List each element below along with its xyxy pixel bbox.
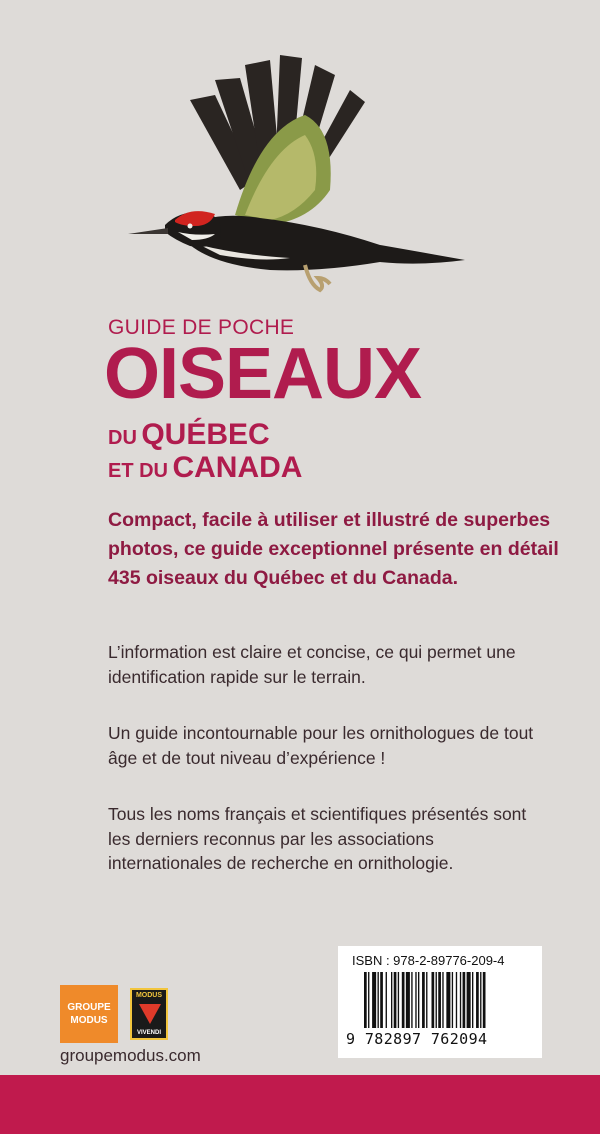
- publisher-website: groupemodus.com: [60, 1046, 201, 1065]
- isbn-text: ISBN : 978-2-89776-209-4: [352, 953, 505, 968]
- barcode-panel: [338, 946, 542, 1058]
- barcode-bar: [364, 972, 367, 1028]
- barcode-icon: [364, 972, 524, 1030]
- barcode-bar: [476, 972, 479, 1028]
- barcode-bar: [391, 972, 392, 1028]
- imprint-bottom-text: VIVENDI: [136, 1030, 161, 1036]
- imprint-triangle-icon: [139, 1004, 161, 1024]
- footer-band: [0, 1075, 600, 1134]
- subtitle-prefix-2: ET DU: [108, 460, 168, 482]
- barcode-bar: [426, 972, 427, 1028]
- barcode-bar: [394, 972, 397, 1028]
- barcode-bar: [463, 972, 466, 1028]
- subtitle-line-2: [108, 451, 302, 484]
- subtitle-prefix-1: DU: [108, 427, 137, 449]
- barcode-bar: [432, 972, 435, 1028]
- barcode-bar: [406, 972, 410, 1028]
- subtitle-main-1: QUÉBEC: [141, 418, 270, 451]
- subtitle-line-1: [108, 418, 302, 451]
- barcode-bar: [467, 972, 471, 1028]
- woodpecker-illustration: [120, 40, 480, 300]
- barcode-bar: [372, 972, 376, 1028]
- body-paragraph-2: Un guide incontournable pour les ornithologues de tout âge et de tout niveau d’expérience !: [108, 723, 534, 768]
- lead-paragraph: Compact, facile à utiliser et illustré de superbes photos, ce guide exceptionnel présente en détail 435 oiseaux du Québec et du Canada.: [108, 509, 559, 589]
- barcode-bar: [402, 972, 405, 1028]
- imprint-top-text: MODUS: [135, 992, 163, 999]
- barcode-bar: [456, 972, 457, 1028]
- body-paragraph-1: L’information est claire et concise, ce qui permet une identification rapide sur le terrain.: [108, 642, 516, 687]
- barcode-bar: [452, 972, 453, 1028]
- barcode-bar: [438, 972, 441, 1028]
- book-title: OISEAUX: [104, 334, 422, 414]
- barcode-bar: [398, 972, 399, 1028]
- modus-vivendi-logo: [130, 988, 168, 1040]
- barcode-bar: [415, 972, 416, 1028]
- barcode-bar: [480, 972, 481, 1028]
- barcode-bar: [411, 972, 412, 1028]
- barcode-bar: [386, 972, 387, 1028]
- barcode-bar: [422, 972, 425, 1028]
- barcode-bar: [380, 972, 383, 1028]
- barcode-digits: 9 782897 762094: [346, 1030, 488, 1048]
- barcode-bar: [368, 972, 369, 1028]
- barcode-bar: [418, 972, 419, 1028]
- barcode-bar: [446, 972, 450, 1028]
- logo-line-1: GROUPE: [67, 1002, 111, 1013]
- barcode-bar: [442, 972, 443, 1028]
- barcode-bar: [378, 972, 379, 1028]
- book-subtitle: [108, 418, 302, 484]
- barcode-bar: [472, 972, 473, 1028]
- groupe-modus-logo: [60, 985, 118, 1043]
- barcode-bar: [436, 972, 437, 1028]
- logo-line-2: MODUS: [70, 1015, 108, 1026]
- body-paragraph-3: Tous les noms français et scientifiques présentés sont les derniers reconnus par les associations internationales de recherche en ornithologie.: [108, 804, 527, 873]
- series-label: GUIDE DE POCHE: [108, 316, 295, 339]
- subtitle-main-2: CANADA: [172, 451, 303, 484]
- barcode-bar: [483, 972, 486, 1028]
- barcode-bar: [460, 972, 461, 1028]
